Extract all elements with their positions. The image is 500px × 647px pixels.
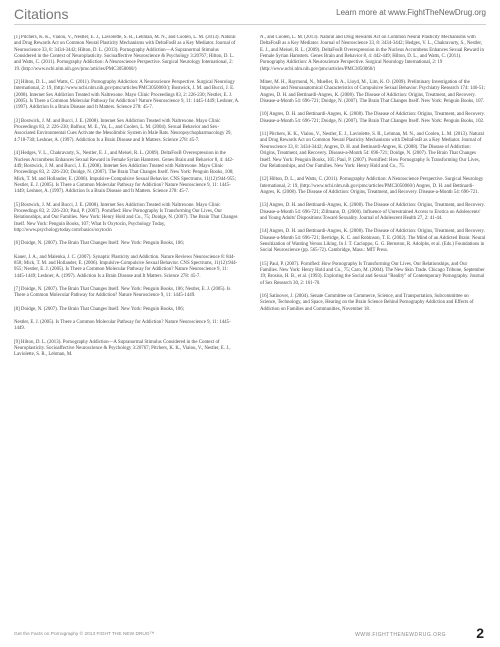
page-header	[14, 0, 486, 24]
citation-entry: [12] Hilton, D. L., and Watts, C. (2011). Pornography Addiction: A Neuroscience Perspective. Surgical Neurology International, 2: 19, (http://www.ncbi.nlm.nih.gov/pmc/articles/PMC3050060/) Angres, D. H. and Bettinardi-Angres, K. (2008). The Disease of Addiction: Origins, Treatment, and Recovery. Disease-a-Month 54: 696-721.	[260, 177, 484, 195]
footer-copyright: Get the Facts on Pornography © 2013 FIGHT THE NEW DRUG™	[14, 632, 155, 637]
citation-entry: [5] Bostwick, J. M. and Bucci, J. E. (2008). Internet Sex Addiction Treated with Naltrexone. Mayo Clinic Proceedings 83, 2: 226-230; Paul, P. (2007). Pornified: How Pornography Is Transforming Our Lives, Our Relationships, and Our Families. New York: Henry Hold and Co., 75; Doidge, N. (2007). The Brain That Changes Itself. New York: Penguin Books, 107; What Is Oxytocin, Psychology Today, http://www.psychologytoday.com/basics/oxytocin	[14, 202, 238, 233]
citation-entry: [6] Doidge, N. (2007). The Brain That Changes Itself. New York: Penguin Books, 106;	[14, 241, 185, 247]
citation-entry: [9] Hilton, D. L. (2013). Pornography Addiction—A Supranormal Stimulus Considered in the Context of Neuroplasticity. Socioaffective Neuroscience & Psychology 3:20767; Pitchers, K. K., Vialou, V., Nestler, E. J., Laviolette, S. R., Lehman, M.	[14, 339, 231, 358]
site-link[interactable]: Learn more at www.FightTheNewDrug.org	[336, 8, 486, 17]
citation-entry: [10] Angres, D. H. and Bettinardi-Angres, K. (2008). The Disease of Addiction: Origins, Treatment, and Recovery. Disease-a-Month 54: 696-721; Doidge, N. (2007). The Brain That Changes Itself. New York: Penguin Books, 102.	[260, 112, 485, 124]
citation-entry: [15] Paul, P. (2007). Pornified: How Pornography Is Transforming Our Lives, Our Relationships, and Our Families. New York: Henry Hold and Co., 75; Caro, M. (2004). The New Skin Trade. Chicago Tribune, September 19; Brosius, H. B., et al. (1993). Exploring the Social and Sexual "Reality" of Contemporary Pornography. Journal of Sex Research 30, 2: 161-70.	[260, 261, 485, 286]
citation-entry: [1] Pitchers, K. K., Vialou, V., Nestler, E. J., Laviolette, S. R., Lehman, M. N., and Coolen, L. M. (2013). Natural and Drug Rewards Act on Common Neural Plasticity Mechanisms with DeltaFosB as a Key Mediator. Journal of Neuroscience 33, 8: 3434-3442; Hilton, D. L. (2013). Pornography Addiction—A Supranormal Stimulus Considered in the Context of Neuroplasticity. Socioaffective Neuroscience & Psychology 3:20767; Hilton, D. L. and Watts, C. (2011). Pornography Addiction: A Neuroscience Perspective. Surgical Neurology International, 2: 19. (http://www.ncbi.nlm.nih.gov/pmc/articles/PMC3050060/)	[14, 35, 236, 72]
citation-entry: [8] Doidge, N. (2007). The Brain That Changes Itself. New York: Penguin Books, 106;	[14, 306, 185, 312]
citation-entry: [13] Angres, D. H. and Bettinardi-Angres, K. (2008). The Disease of Addiction: Origins, Treatment, and Recovery. Disease-a-Month 54: 696-721; Zillmann, D. (2000). Influence of Unrestrained Access to Erotica on Adolescents' and Young Adults' Dispositions Toward Sexuality. Journal of Adolescent Health 27, 2: 41-44.	[260, 203, 485, 221]
page-title: Citations	[14, 6, 69, 22]
citation-entry: [16] Satinover, J. (2004). Senate Committee on Commerce, Science, and Transportation, Subcommittee on Science, Technology, and Space, Hearing on the Brain Science Behind Pornography Addiction and Effects of Addiction on Families and Communities, November 18.	[260, 294, 474, 312]
citation-entry: Miner, M. H., Raymond, N., Mueller, B. A., Lloyd, M., Lim, K. O. (2009). Preliminary Investigation of the Impulsive and Neuroanatomical Characteristics of Compulsive Sexual Behavior. Psychiatry Research 174: 146-51; Angres, D. H. and Bettinardi-Angres, K. (2008). The Disease of Addiction: Origins, Treatment, and Recovery. Disease-a-Month 54: 696-721; Doidge, N. (2007). The Brain That Changes Itself. New York: Penguin Books, 107.	[260, 80, 486, 105]
citation-entry: [7] Doidge, N. (2007). The Brain That Changes Itself. New York: Penguin Books, 106; Nestler, E. J. (2005). Is There a Common Molecular Pathway for Addiction? Nature Neuroscience 9, 11: 1445-1449.	[14, 287, 231, 299]
citation-entry: [2] Hilton, D. L., and Watts, C. (2011). Pornography Addiction: A Neuroscience Perspective. Surgical Neurology International, 2: 19, (http://www.ncbi.nlm.nih.gov/pmc/articles/PMC3050060/); Bostwick, J. M. and Bucci, J. E. (2008). Internet Sex Addiction Treated with Naltrexone. Mayo Clinic Proceedings 83, 2: 226-230; Nestler, E. J. (2005). Is There a Common Molecular Pathway for Addiction? Nature Neuroscience 9, 11: 1445-1449; Leshner, A. (1997). Addiction Is a Brain Disease and It Matters. Science 278: 45-7.	[14, 80, 240, 111]
citation-entry: [3] Bostwick, J. M. and Bucci, J. E. (2008). Internet Sex Addiction Treated with Naltrexone. Mayo Clinic Proceedings 83, 2: 226-230; Balfour, M. E., Yu, L., and Coolen, L. M. (2004). Sexual Behavior and Sex-Associated Environmental Cues Activate the Mesolimbic System in Male Rats. Neuropsychopharmacology 29, 4:718-730; Leshner, A. (1997). Addiction Is a Brain Disease and It Matters. Science 278: 45-7.	[14, 118, 232, 143]
citation-entry: [14] Angres, D. H. and Bettinardi-Angres, K. (2008). The Disease of Addiction: Origins, Treatment, and Recovery. Disease-a-Month 54: 696-721; Berridge, K. C. and Robinson, T. E. (2002). The Mind of an Addicted Brain: Neural Sensitization of Wanting Versus Liking. In J. T. Cacioppo, G. G. Bernston, R. Adolphs, et al. (Eds.) Foundations in Social Neuroscience (pp. 565-72). Cambridge, Mass.: MIT Press.	[260, 229, 486, 254]
page-number: 2	[476, 625, 484, 641]
citation-entry: Nestler, E. J. (2005). Is There a Common Molecular Pathway for Addiction? Nature Neuroscience 9, 11: 1445-1449.	[14, 320, 231, 332]
citations-body	[14, 35, 486, 619]
citation-entry: [11] Pitchers, K. K., Vialou, V., Nestler, E. J., Laviolette, S. R., Lehman, M. N., and Coolen, L. M. (2013). Natural and Drug Rewards Act on Common Neural Plasticity Mechanisms with DeltaFosB as a Key Mediator. Journal of Neuroscience 33, 8: 3434-3442; Angres, D. H. and Bettinardi-Angres, K. (2008). The Disease of Addiction: Origins, Treatment, and Recovery. Disease-a-Month 54: 696-721; Doidge, N. (2007). The Brain That Changes Itself. New York: Penguin Books, 105; Paul, P. (2007). Pornified: How Pornography Is Transforming Our Lives, Our Relationships, and Our Families. New York: Henry Hold and Co., 75.	[260, 132, 484, 169]
footer-site: WWW.FIGHTTHENEWDRUG.ORG	[355, 632, 446, 638]
citation-entry: N., and Coolen, L. M. (2013). Natural and Drug Rewards Act on Common Neural Plasticity Mechanisms with DeltaFosB as a Key Mediator. Journal of Neuroscience 33, 8: 3434-3442; Hedges, V. L., Chakravarty, S., Nestler, E. J., and Meisel, R. L. (2009). DeltaFosB Overexpression in the Nucleus Accumbens Enhances Sexual Reward in Female Syrian Hamsters. Genes Brain and Behavior 8, 4: 442-449; Hilton, D. L., and Watts, C. (2011). Pornography Addiction: A Neuroscience Perspective. Surgical Neurology International, 2: 19 (http://www.ncbi.nlm.nih.gov/pmc/articles/PMC3050060/)	[260, 35, 484, 72]
citation-entry: Kauer, J. A., and Malenka, J. C. (2007). Synaptic Plasticity and Addiction. Nature Reviews Neuroscience 8: 844-858; Mick, T. M. and Hollander, E. (2006). Impulsive-Compulsive Sexual Behavior. CNS Spectrums, 11(12):944-955; Nestler, E. J. (2005). Is There a Common Molecular Pathway for Addiction? Nature Neuroscience 9, 11: 1445-1449; Leshner, A. (1997). Addiction Is a Brain Disease and It Matters. Science 278: 45-7.	[14, 254, 238, 279]
citation-entry: [4] Hedges, V. L., Chakravarty, S., Nestler, E. J., and Meisel, R. L. (2009). DeltaFosB Overexpression in the Nucleus Accumbens Enhances Sexual Reward in Female Syrian Hamsters. Genes Brain and Behavior 8, 4: 442-449; Bostwick, J. M. and Bucci, J. E. (2008). Internet Sex Addiction Treated with Naltrexone. Mayo Clinic Proceedings 83, 2: 226-230; Doidge, N. (2007). The Brain That Changes Itself. New York: Penguin Books, 108; Mick, T. M. and Hollander, E. (2006). Impulsive-Compulsive Sexual Behavior. CNS Spectrums, 11(12):944-955; Nestler, E. J. (2005). Is There a Common Molecular Pathway for Addiction? Nature Neuroscience 9, 11: 1445-1449; Leshner, A. (1997). Addiction Is a Brain Disease and It Matters. Science 278: 45-7.	[14, 151, 236, 195]
right-column	[260, 35, 486, 619]
header-divider	[14, 24, 486, 25]
left-column	[14, 35, 240, 619]
page-footer	[14, 621, 486, 647]
